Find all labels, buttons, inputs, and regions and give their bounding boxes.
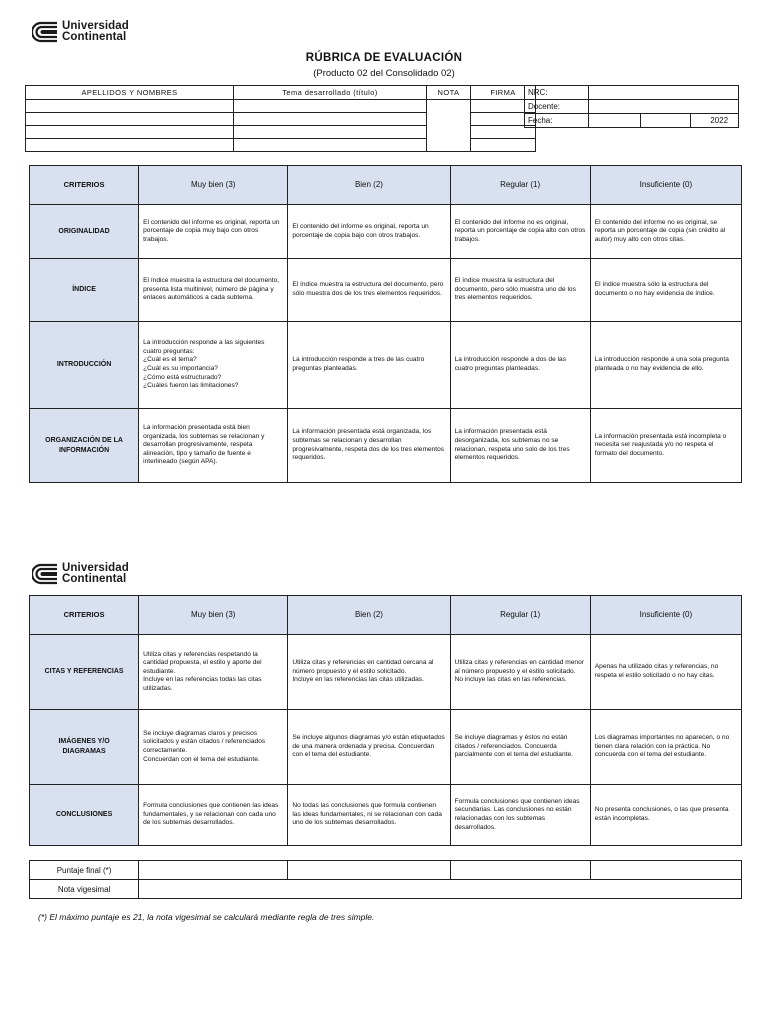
header-tema: Tema desarrollado (título) <box>234 86 427 100</box>
desc-bien: No todas las conclusiones que formula contienen las ideas fundamentales, ni se relacionan con cada uno de los subtemas desarrollados. <box>288 785 450 846</box>
criterion-label: IMÁGENES Y/O DIAGRAMAS <box>30 710 139 785</box>
desc-insuficiente: La información presentada está incompleta o necesita ser reajustada y/o no respeta el formato del documento. <box>590 409 741 483</box>
puntaje-cell-insuficiente[interactable] <box>590 861 741 880</box>
course-meta-table <box>524 85 739 128</box>
criterion-label: INTRODUCCIÓN <box>30 322 139 409</box>
name-cell[interactable] <box>26 126 234 139</box>
university-logo-icon <box>32 21 58 43</box>
desc-regular: Se incluye diagramas y éstos no están citados / referenciados. Concuerda parcialmente con el tema del estudiante. <box>450 710 590 785</box>
desc-muy-bien: La introducción responde a las siguientes cuatro preguntas: ¿Cuál es el tema? ¿Cuál es su importancia? ¿Cómo está estructurado? ¿Cuáles fueron las limitaciones? <box>139 322 288 409</box>
score-table <box>29 860 742 899</box>
rubric-row-originalidad <box>30 205 742 259</box>
rubric-row-imagenes <box>30 710 742 785</box>
desc-insuficiente: Apenas ha utilizado citas y referencias, no respeta el estilo solicitado o no hay citas. <box>590 635 741 710</box>
page-title: RÚBRICA DE EVALUACIÓN <box>305 52 463 64</box>
desc-bien: Utiliza citas y referencias en cantidad cercana al número propuesto y el estilo solicitado. Incluye en las referencias las citas utilizadas. <box>288 635 450 710</box>
desc-muy-bien: La información presentada está bien organizada, los subtemas se relacionan y desarrollan progresivamente, respeta alineación, tipo y tamaño de fuente e interlineado (según APA). <box>139 409 288 483</box>
rubric-table-1 <box>29 165 742 483</box>
desc-regular: La introducción responde a dos de las cuatro preguntas planteadas. <box>450 322 590 409</box>
header-bien: Bien (2) <box>288 166 450 205</box>
rubric-row-citas <box>30 635 742 710</box>
grade-cell[interactable] <box>427 100 471 152</box>
desc-regular: El contenido del informe no es original, reporta un porcentaje de copia alto con otros trabajos. <box>450 205 590 259</box>
nrc-value[interactable] <box>589 86 739 100</box>
fecha-label: Fecha: <box>525 114 589 128</box>
puntaje-cell-muy-bien[interactable] <box>139 861 288 880</box>
desc-regular: La información presentada está desorganizada, los subtemas no se relacionan, respeta uno solo de los tres elementos requeridos. <box>450 409 590 483</box>
header-insuficiente: Insuficiente (0) <box>590 596 741 635</box>
rubric-row-conclusiones <box>30 785 742 846</box>
header-nota: NOTA <box>427 86 471 100</box>
logo-line-2: Continental <box>62 573 127 585</box>
desc-regular: Utiliza citas y referencias en cantidad menor al número propuesto y el estilo solicitado. No incluye las citas en las referencias. <box>450 635 590 710</box>
header-muy-bien: Muy bien (3) <box>139 596 288 635</box>
puntaje-cell-bien[interactable] <box>288 861 450 880</box>
rubric-row-introduccion <box>30 322 742 409</box>
desc-muy-bien: El contenido del informe es original, reporta un porcentaje de copia muy bajo con otros trabajos. <box>139 205 288 259</box>
desc-muy-bien: Utiliza citas y referencias respetando la cantidad propuesta, el estilo y aporte del estudiante. Incluye en las referencias todas las citas utilizadas. <box>139 635 288 710</box>
fecha-day[interactable] <box>589 114 641 128</box>
rubric-row-indice <box>30 259 742 322</box>
desc-insuficiente: El contenido del informe no es original, se reporta un porcentaje de copia (sin crédito al autor) muy alto con otros citas. <box>590 205 741 259</box>
topic-cell[interactable] <box>234 139 427 152</box>
desc-insuficiente: La introducción responde a una sola pregunta planteada o no hay evidencia de ello. <box>590 322 741 409</box>
signature-cell[interactable] <box>471 139 536 152</box>
header-apellidos-nombres: APELLIDOS Y NOMBRES <box>26 86 234 100</box>
header-regular: Regular (1) <box>450 166 590 205</box>
desc-bien: El índice muestra la estructura del documento, pero sólo muestra dos de los tres elementos requeridos. <box>288 259 450 322</box>
desc-bien: Se incluye algunos diagramas y/o están etiquetados de una manera ordenada y precisa. Concuerdan con el tema del estudiante. <box>288 710 450 785</box>
puntaje-final-label: Puntaje final (*) <box>30 861 139 880</box>
desc-regular: Formula conclusiones que contienen ideas secundarias. Las conclusiones no están relacionadas con los subtemas desarrollados. <box>450 785 590 846</box>
criterion-label: ORIGINALIDAD <box>30 205 139 259</box>
name-cell[interactable] <box>26 113 234 126</box>
desc-insuficiente: El índice muestra sólo la estructura del documento o no hay evidencia de índice. <box>590 259 741 322</box>
header-regular: Regular (1) <box>450 596 590 635</box>
fecha-month[interactable] <box>641 114 691 128</box>
desc-bien: La información presentada está organizada, los subtemas se relacionan y desarrollan progresivamente, respeta dos de los tres elementos requeridos. <box>288 409 450 483</box>
criterion-label: CITAS Y REFERENCIAS <box>30 635 139 710</box>
footnote: (*) El máximo puntaje es 21, la nota vigesimal se calculará mediante regla de tres simple. <box>38 912 375 922</box>
logo-line-2: Continental <box>62 31 127 43</box>
desc-bien: La introducción responde a tres de las cuatro preguntas planteadas. <box>288 322 450 409</box>
rubric-table-2 <box>29 595 742 846</box>
header-firma: FIRMA <box>471 86 536 100</box>
university-logo-icon <box>32 563 58 585</box>
student-info-table <box>25 85 536 152</box>
topic-cell[interactable] <box>234 100 427 113</box>
name-cell[interactable] <box>26 139 234 152</box>
topic-cell[interactable] <box>234 113 427 126</box>
logo-line-1: Universidad <box>62 20 129 32</box>
desc-muy-bien: Formula conclusiones que contienen las ideas fundamentales, y se relacionan con cada uno de los subtemas desarrollados. <box>139 785 288 846</box>
name-cell[interactable] <box>26 100 234 113</box>
header-insuficiente: Insuficiente (0) <box>590 166 741 205</box>
page-subtitle: (Producto 02 del Consolidado 02) <box>313 68 455 79</box>
topic-cell[interactable] <box>234 126 427 139</box>
desc-muy-bien: El índice muestra la estructura del documento, presenta lista multinivel, número de página y enlaces automáticos a cada subtema. <box>139 259 288 322</box>
puntaje-cell-regular[interactable] <box>450 861 590 880</box>
docente-label: Docente: <box>525 100 589 114</box>
desc-muy-bien: Se incluye diagramas claros y precisos solicitados y están citados / referenciados correctamente. Concuerdan con el tema del estudiante. <box>139 710 288 785</box>
header-criterios: CRITERIOS <box>30 596 139 635</box>
fecha-year: 2022 <box>691 114 739 128</box>
desc-insuficiente: Los diagramas importantes no aparecen, o no tienen clara relación con la práctica. No concuerda con el tema del estudiante. <box>590 710 741 785</box>
header-criterios: CRITERIOS <box>30 166 139 205</box>
nota-vigesimal-cell[interactable] <box>139 880 742 899</box>
university-logo <box>32 563 129 585</box>
header-muy-bien: Muy bien (3) <box>139 166 288 205</box>
criterion-label: ÍNDICE <box>30 259 139 322</box>
desc-insuficiente: No presenta conclusiones, o las que presenta están incompletas. <box>590 785 741 846</box>
nota-vigesimal-label: Nota vigesimal <box>30 880 139 899</box>
desc-bien: El contenido del informe es original, reporta un porcentaje de copia bajo con otros trabajos. <box>288 205 450 259</box>
nrc-label: NRC: <box>525 86 589 100</box>
docente-value[interactable] <box>589 100 739 114</box>
criterion-label: CONCLUSIONES <box>30 785 139 846</box>
rubric-row-organizacion <box>30 409 742 483</box>
desc-regular: El índice muestra la estructura del documento, pero sólo muestra uno de los tres elementos requeridos. <box>450 259 590 322</box>
logo-line-1: Universidad <box>62 562 129 574</box>
university-logo <box>32 21 129 43</box>
header-bien: Bien (2) <box>288 596 450 635</box>
criterion-label: ORGANIZACIÓN DE LA INFORMACIÓN <box>30 409 139 483</box>
